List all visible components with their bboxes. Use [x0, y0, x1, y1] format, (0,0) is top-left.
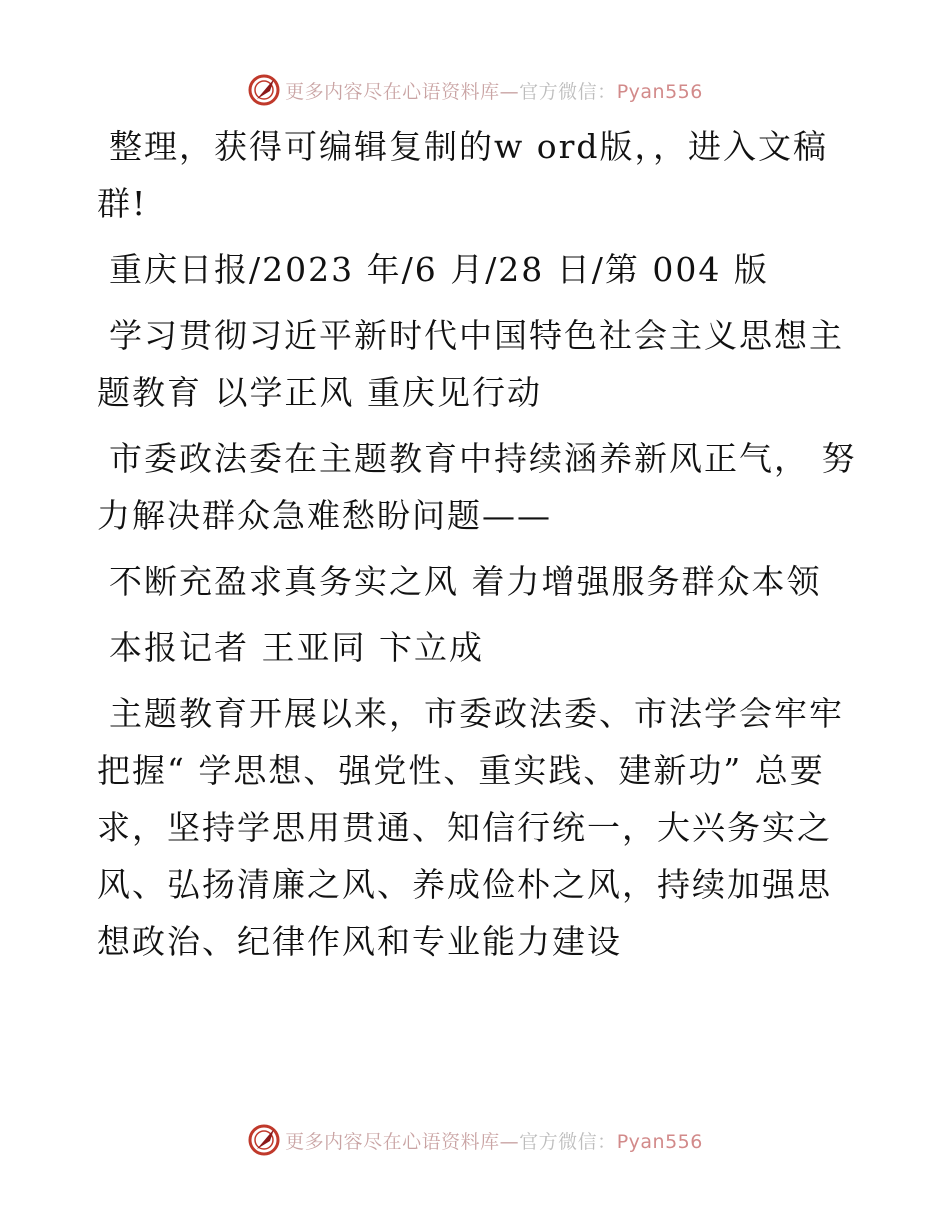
intro-paragraph: 整理，获得可编辑复制的w ord版，，进入文稿群!	[97, 127, 829, 223]
watermark-text: 更多内容尽在心语资料库—官方微信：Pyan556	[285, 80, 703, 103]
watermark-text: 更多内容尽在心语资料库—官方微信：Pyan556	[285, 1130, 703, 1153]
quill-seal-icon	[247, 73, 281, 107]
column-title: 学习贯彻习近平新时代中国特色社会主义思想主题教育 以学正风 重庆见行动	[97, 316, 844, 412]
byline: 本报记者 王亚同 卞立成	[109, 628, 484, 667]
quill-seal-icon	[247, 1123, 281, 1157]
subheadline: 不断充盈求真务实之风 着力增强服务群众本领	[109, 562, 822, 601]
header-watermark	[0, 70, 950, 110]
body-paragraph: 主题教育开展以来，市委政法委、市法学会牢牢把握“ 学思想、强党性、重实践、建新功” 总要求，坚持学思用贯通、知信行统一，大兴务实之风、弘扬清廉之风、养成俭朴之风，持续加强思想政治、纪律作风和专业能力建设	[97, 694, 844, 961]
source-line: 重庆日报/2023 年/6 月/28 日/第 004 版	[109, 250, 769, 289]
headline: 市委政法委在主题教育中持续涵养新风正气， 努力解决群众急难愁盼问题——	[97, 439, 857, 535]
footer-watermark	[0, 1120, 950, 1160]
document-body	[97, 118, 857, 979]
